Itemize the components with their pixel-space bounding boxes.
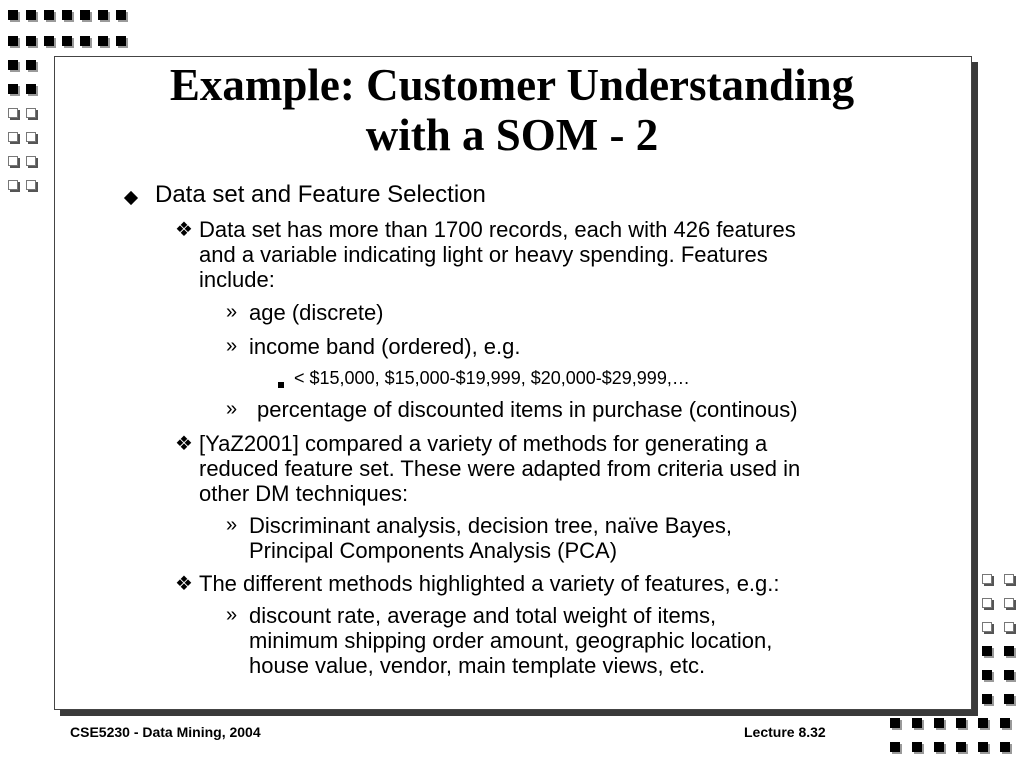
features-line-3: house value, vendor, main template views, etc.	[249, 653, 706, 678]
raquo-bullet-icon: »	[226, 604, 238, 626]
raquo-bullet-icon: »	[226, 398, 238, 420]
methods-line-1: Discriminant analysis, decision tree, naïve Bayes,	[249, 513, 732, 538]
bullet-records-line-1: Data set has more than 1700 records, each with 426 features	[199, 217, 796, 242]
bullet-yaz-line-2: reduced feature set. These were adapted from criteria used in	[199, 456, 801, 481]
bullet-records-line-2: and a variable indicating light or heavy spending. Features	[199, 242, 768, 267]
four-diamond-bullet-icon: ❖	[175, 433, 193, 455]
raquo-bullet-icon: »	[226, 514, 238, 536]
raquo-bullet-icon: »	[226, 335, 238, 357]
slide-title	[54, 60, 970, 160]
features-line-1: discount rate, average and total weight of items,	[249, 603, 717, 628]
bullet-records-line-3: include:	[199, 267, 275, 292]
bullet-yaz-line-1: [YaZ2001] compared a variety of methods for generating a	[199, 431, 768, 456]
raquo-bullet-icon: »	[226, 301, 238, 323]
methods-line-2: Principal Components Analysis (PCA)	[249, 538, 618, 563]
bullet-data-set: Data set and Feature Selection	[155, 181, 486, 208]
small-square-bullet-icon	[278, 375, 284, 393]
footer-course: CSE5230 - Data Mining, 2004	[70, 724, 261, 740]
footer-lecture: Lecture 8.32	[744, 724, 826, 740]
four-diamond-bullet-icon: ❖	[175, 219, 193, 241]
diamond-bullet-icon	[126, 190, 136, 208]
title-line-1: Example: Customer Understanding	[169, 60, 855, 110]
feature-income: income band (ordered), e.g.	[249, 334, 521, 359]
bullet-methods-highlighted: The different methods highlighted a variety of features, e.g.:	[199, 571, 780, 596]
four-diamond-bullet-icon: ❖	[175, 573, 193, 595]
feature-age: age (discrete)	[249, 300, 384, 325]
features-line-2: minimum shipping order amount, geographic location,	[249, 628, 773, 653]
title-line-2: with a SOM - 2	[365, 110, 659, 160]
feature-percentage: percentage of discounted items in purchase (continous)	[257, 397, 798, 422]
income-bands: < $15,000, $15,000-$19,999, $20,000-$29,999,…	[294, 368, 690, 388]
bullet-yaz-line-3: other DM techniques:	[199, 481, 409, 506]
